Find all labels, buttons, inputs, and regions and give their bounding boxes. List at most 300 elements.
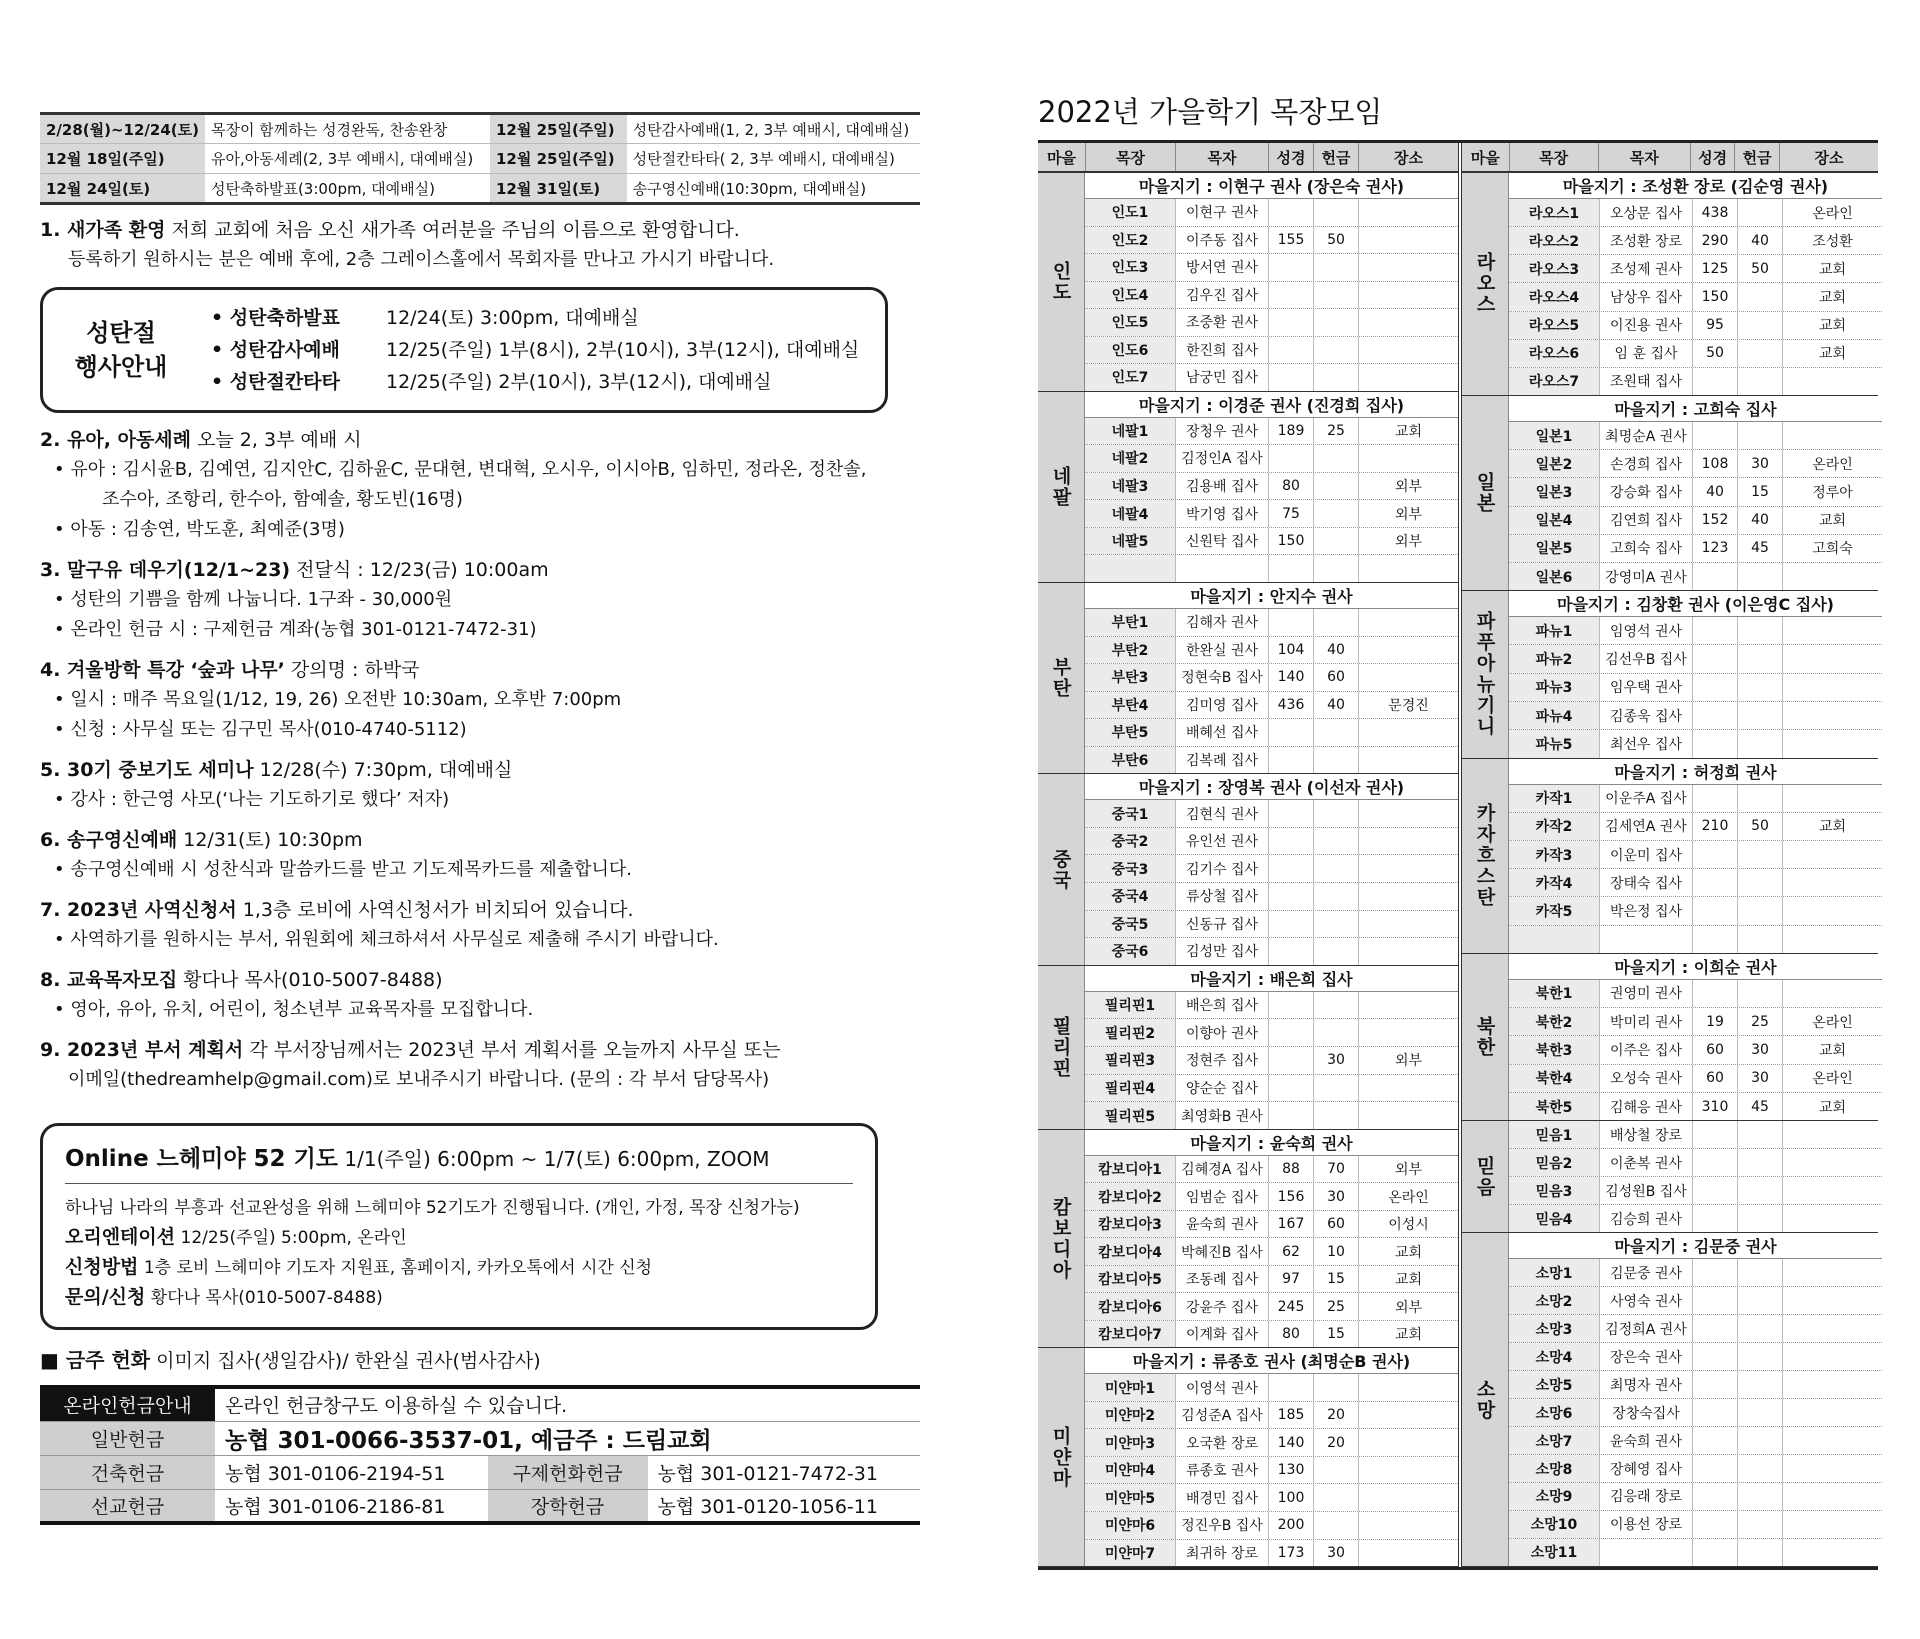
meeting-place: 온라인	[1782, 450, 1882, 477]
bible-count	[1268, 1075, 1313, 1102]
group-name: 일본3	[1509, 478, 1599, 505]
group-name: 북한5	[1509, 1093, 1599, 1120]
offering-count	[1737, 563, 1782, 590]
group-leader: 김응래 장로	[1599, 1483, 1692, 1510]
group-name: 카작2	[1509, 813, 1599, 840]
group-leader: 김해응 권사	[1599, 1093, 1692, 1120]
group-name: 인도6	[1085, 337, 1175, 364]
group-name: 라오스1	[1509, 199, 1599, 226]
group-leader: 임 훈 집사	[1599, 340, 1692, 367]
event-name: • 성탄감사예배	[211, 339, 340, 361]
offering-count	[1313, 992, 1358, 1019]
announcement-title: 2. 유아, 아동세례	[40, 429, 192, 451]
bible-count	[1692, 1483, 1737, 1510]
group-leader: 양순순 집사	[1175, 1075, 1268, 1102]
meeting-place	[1358, 227, 1458, 254]
village-leader: 마을지기 : 이현구 권사 (장은숙 권사)	[1085, 173, 1458, 199]
village-name: 카자흐스탄	[1462, 759, 1509, 953]
announcement-1	[40, 215, 920, 275]
village-name: 일본	[1462, 396, 1509, 590]
meeting-place: 교회	[1782, 312, 1882, 339]
bible-count: 152	[1692, 507, 1737, 534]
bible-count	[1268, 800, 1313, 827]
group-row	[1085, 1238, 1458, 1266]
offering-count: 15	[1737, 478, 1782, 505]
announcement-bullet: • 송구영신예배 시 성찬식과 말씀카드를 받고 기도제목카드를 제출합니다.	[54, 859, 633, 880]
meeting-place	[1782, 1511, 1882, 1538]
group-row	[1085, 637, 1458, 665]
group-name: 미얀마4	[1085, 1457, 1175, 1484]
group-leader: 최영화B 권사	[1175, 1102, 1268, 1129]
group-leader: 신동규 집사	[1175, 911, 1268, 938]
group-row	[1509, 1511, 1882, 1539]
offering-label: 선교헌금	[40, 1489, 215, 1523]
offering-count	[1313, 282, 1358, 309]
group-leader: 한완실 권사	[1175, 637, 1268, 664]
group-row	[1085, 992, 1458, 1020]
meeting-place	[1358, 664, 1458, 691]
bible-count	[1268, 719, 1313, 746]
offering-count	[1737, 1287, 1782, 1314]
offering-count	[1737, 869, 1782, 896]
group-row	[1509, 450, 1882, 478]
offering-count: 30	[1737, 1036, 1782, 1063]
bible-count: 155	[1268, 227, 1313, 254]
meeting-place	[1782, 1427, 1882, 1454]
table-header-cell: 목장	[1085, 143, 1175, 171]
offering-count: 30	[1737, 1065, 1782, 1092]
meeting-place	[1782, 1539, 1882, 1566]
announcement-subtext: 등록하기 원하시는 분은 예배 후에, 2층 그레이스홀에서 목회자를 만나고 가시기 바랍니다.	[68, 249, 775, 270]
group-name: 필리핀3	[1085, 1047, 1175, 1074]
group-row	[1085, 1293, 1458, 1321]
group-row	[1509, 1177, 1882, 1205]
meeting-place	[1782, 702, 1882, 729]
offering-count: 25	[1313, 1293, 1358, 1320]
offering-count: 40	[1313, 692, 1358, 719]
offering-count	[1737, 674, 1782, 701]
group-row	[1509, 674, 1882, 702]
bible-count: 173	[1268, 1540, 1313, 1567]
event-schedule-table	[40, 112, 920, 205]
bible-count	[1692, 1511, 1737, 1538]
bible-count	[1692, 1427, 1737, 1454]
flower-offering-title: ■ 금주 헌화	[40, 1348, 151, 1372]
row-value: 1층 로비 느헤미야 기도자 지원표, 홈페이지, 카카오톡에서 시간 신청	[143, 1258, 653, 1278]
village-body	[1509, 954, 1882, 1120]
offering-value: 농협 301-0121-7472-31	[648, 1455, 921, 1489]
meeting-place	[1358, 637, 1458, 664]
meeting-place	[1358, 282, 1458, 309]
group-name: 믿음3	[1509, 1177, 1599, 1204]
announcement-title: 4. 겨울방학 특강 ‘숲과 나무’	[40, 659, 285, 681]
meeting-place	[1782, 1483, 1882, 1510]
announcement-5	[40, 755, 920, 815]
group-leader: 김정희A 권사	[1599, 1315, 1692, 1342]
bible-count: 125	[1692, 255, 1737, 282]
bible-count	[1268, 1102, 1313, 1129]
offering-count	[1313, 747, 1358, 774]
meeting-place	[1782, 1455, 1882, 1482]
meeting-place: 정루아	[1782, 478, 1882, 505]
meeting-place	[1358, 1374, 1458, 1401]
group-leader: 고희숙 집사	[1599, 535, 1692, 562]
announcement-8	[40, 965, 920, 1025]
group-name: 중국2	[1085, 828, 1175, 855]
online-prayer-description: 하나님 나라의 부흥과 선교완성을 위해 느헤미야 52기도가 진행됩니다. (개인, 가정, 목장 신청가능)	[65, 1198, 800, 1218]
offering-label: 구제헌화헌금	[488, 1455, 648, 1489]
group-leader: 손경희 집사	[1599, 450, 1692, 477]
bible-count: 200	[1268, 1512, 1313, 1539]
group-name	[1509, 926, 1599, 953]
christmas-event	[211, 366, 859, 398]
group-name: 캄보디아2	[1085, 1183, 1175, 1210]
group-leader: 김혜경A 집사	[1175, 1156, 1268, 1183]
bible-count	[1268, 609, 1313, 636]
meeting-place: 온라인	[1358, 1183, 1458, 1210]
group-leader: 조성제 권사	[1599, 255, 1692, 282]
offering-label: 일반헌금	[40, 1421, 215, 1455]
announcement-text: 황다나 목사(010-5007-8488)	[183, 969, 443, 991]
village-body	[1509, 591, 1882, 757]
group-row	[1085, 418, 1458, 446]
offering-count	[1737, 841, 1782, 868]
table-header-row	[1038, 143, 1458, 173]
meeting-place: 외부	[1358, 473, 1458, 500]
group-leader: 권영미 권사	[1599, 980, 1692, 1007]
group-name: 미얀마7	[1085, 1540, 1175, 1567]
offering-count: 15	[1313, 1266, 1358, 1293]
offering-count	[1737, 1539, 1782, 1566]
bible-count: 50	[1692, 340, 1737, 367]
event-name: • 성탄축하발표	[211, 307, 340, 329]
bible-count	[1692, 869, 1737, 896]
group-leader: 이춘복 권사	[1599, 1149, 1692, 1176]
group-leader: 윤숙희 권사	[1599, 1427, 1692, 1454]
group-leader: 임영석 권사	[1599, 617, 1692, 644]
christmas-events-box	[40, 287, 888, 413]
group-row	[1085, 692, 1458, 720]
village-name: 미얀마	[1038, 1348, 1085, 1566]
meeting-place: 외부	[1358, 500, 1458, 527]
group-name: 카작3	[1509, 841, 1599, 868]
group-row	[1085, 855, 1458, 883]
table-header-cell: 성경	[1690, 143, 1735, 171]
offering-count	[1313, 528, 1358, 555]
group-name: 캄보디아6	[1085, 1293, 1175, 1320]
bible-count: 19	[1692, 1008, 1737, 1035]
announcement-4	[40, 655, 920, 745]
bible-count: 62	[1268, 1238, 1313, 1265]
group-leader: 임범순 집사	[1175, 1183, 1268, 1210]
meeting-place	[1782, 980, 1882, 1007]
group-leader: 신원탁 집사	[1175, 528, 1268, 555]
group-name: 캄보디아7	[1085, 1321, 1175, 1348]
meeting-place: 교회	[1358, 1321, 1458, 1348]
group-leader: 한진희 집사	[1175, 337, 1268, 364]
group-leader: 김문중 권사	[1599, 1259, 1692, 1286]
bible-count: 95	[1692, 312, 1737, 339]
group-leader: 오성숙 권사	[1599, 1065, 1692, 1092]
announcement-subtext: 이메일(thedreamhelp@gmail.com)로 보내주시기 바랍니다. (문의 : 각 부서 담당목사)	[68, 1069, 770, 1090]
offering-count: 40	[1313, 637, 1358, 664]
group-name: 인도5	[1085, 309, 1175, 336]
offering-count: 30	[1313, 1183, 1358, 1210]
announcement-text: 오늘 2, 3부 예배 시	[197, 429, 362, 451]
group-row	[1509, 1427, 1882, 1455]
schedule-date: 12월 24일(토)	[40, 174, 205, 204]
group-name: 라오스5	[1509, 312, 1599, 339]
meeting-place: 교회	[1358, 1266, 1458, 1293]
meeting-place	[1782, 1149, 1882, 1176]
bible-count: 156	[1268, 1183, 1313, 1210]
group-row	[1509, 645, 1882, 673]
meeting-place: 외부	[1358, 1293, 1458, 1320]
schedule-date: 12월 31일(토)	[490, 174, 627, 204]
bible-count: 150	[1268, 528, 1313, 555]
group-name: 카작5	[1509, 897, 1599, 924]
announcement-bullet: • 유아 : 김시윤B, 김예연, 김지안C, 김하윤C, 문대현, 변대혁, 오시우, 이시아B, 임하민, 정라온, 정찬솔,	[54, 459, 867, 480]
village-name: 중국	[1038, 774, 1085, 964]
announcement-text: 12/31(토) 10:30pm	[183, 829, 363, 851]
group-name: 소망4	[1509, 1343, 1599, 1370]
group-name: 카작4	[1509, 869, 1599, 896]
offering-count	[1313, 1512, 1358, 1539]
group-row	[1509, 1121, 1882, 1149]
village-name: 소망	[1462, 1233, 1509, 1566]
group-row	[1509, 1343, 1882, 1371]
meeting-place	[1782, 897, 1882, 924]
event-detail: 12/25(주일) 1부(8시), 2부(10시), 3부(12시), 대예배실	[386, 339, 860, 361]
announcement-2	[40, 425, 920, 545]
village-name: 북한	[1462, 954, 1509, 1120]
offering-count	[1737, 283, 1782, 310]
bible-count: 189	[1268, 418, 1313, 445]
online-prayer-box	[40, 1123, 878, 1330]
bible-count	[1268, 282, 1313, 309]
meeting-place: 외부	[1358, 1047, 1458, 1074]
bible-count: 130	[1268, 1457, 1313, 1484]
meeting-place	[1782, 1177, 1882, 1204]
table-header-cell: 목장	[1509, 143, 1598, 171]
village-body	[1085, 1348, 1458, 1566]
group-leader: 조성환 장로	[1599, 227, 1692, 254]
meeting-place	[1358, 938, 1458, 965]
group-name: 북한4	[1509, 1065, 1599, 1092]
offering-value: 농협 301-0106-2194-51	[215, 1455, 488, 1489]
meeting-place: 이성시	[1358, 1211, 1458, 1238]
group-row	[1509, 1287, 1882, 1315]
bible-count: 100	[1268, 1484, 1313, 1511]
bible-count: 140	[1268, 1429, 1313, 1456]
offering-count	[1737, 1205, 1782, 1232]
group-row	[1085, 1211, 1458, 1239]
bible-count	[1268, 855, 1313, 882]
bible-count	[1692, 980, 1737, 1007]
offering-count: 25	[1737, 1008, 1782, 1035]
group-row	[1085, 1156, 1458, 1184]
table-header-cell: 장소	[1779, 143, 1878, 171]
group-row	[1509, 1065, 1882, 1093]
village-block	[1462, 1233, 1878, 1567]
meeting-place	[1782, 563, 1882, 590]
bible-count	[1268, 555, 1313, 582]
event-name: • 성탄절칸타타	[211, 371, 340, 393]
group-row	[1509, 340, 1882, 368]
group-row	[1509, 368, 1882, 395]
meeting-place: 온라인	[1782, 199, 1882, 226]
offering-row	[40, 1489, 920, 1523]
meeting-place: 교회	[1782, 283, 1882, 310]
schedule-row	[40, 144, 920, 174]
group-name: 네팔4	[1085, 500, 1175, 527]
table-header-cell: 마을	[1470, 148, 1500, 167]
offering-count: 10	[1313, 1238, 1358, 1265]
christmas-event	[211, 334, 859, 366]
offering-count	[1737, 340, 1782, 367]
offering-count	[1313, 1019, 1358, 1046]
table-header-cell: 장소	[1358, 143, 1458, 171]
group-leader	[1175, 555, 1268, 582]
group-table-right-column	[1458, 143, 1878, 1567]
group-row	[1509, 841, 1882, 869]
group-leader: 김종욱 집사	[1599, 702, 1692, 729]
group-name: 소망5	[1509, 1371, 1599, 1398]
meeting-place: 교회	[1358, 1238, 1458, 1265]
group-table-left-column	[1038, 143, 1458, 1567]
group-leader: 김성만 집사	[1175, 938, 1268, 965]
table-header-cell: 목자	[1598, 143, 1690, 171]
group-row	[1085, 1374, 1458, 1402]
group-leader: 장창숙집사	[1599, 1399, 1692, 1426]
announcement-text: 저희 교회에 처음 오신 새가족 여러분을 주님의 이름으로 환영합니다.	[171, 219, 740, 241]
village-body	[1509, 759, 1882, 953]
offering-label: 건축헌금	[40, 1455, 215, 1489]
group-row	[1085, 609, 1458, 637]
offering-row	[40, 1421, 920, 1455]
group-row	[1509, 1008, 1882, 1036]
group-leader: 박혜진B 집사	[1175, 1238, 1268, 1265]
group-row	[1085, 747, 1458, 774]
announcement-text: 각 부서장님께서는 2023년 부서 계획서를 오늘까지 사무실 또는	[249, 1039, 781, 1061]
group-name: 믿음4	[1509, 1205, 1599, 1232]
group-leader: 김성원B 집사	[1599, 1177, 1692, 1204]
group-name: 소망8	[1509, 1455, 1599, 1482]
offering-count	[1313, 609, 1358, 636]
village-name: 인도	[1038, 173, 1085, 391]
group-name: 중국5	[1085, 911, 1175, 938]
meeting-place	[1358, 609, 1458, 636]
bible-count	[1692, 1399, 1737, 1426]
offering-count	[1313, 473, 1358, 500]
group-leader: 정진우B 집사	[1175, 1512, 1268, 1539]
meeting-place	[1358, 1540, 1458, 1567]
meeting-place	[1358, 747, 1458, 774]
meeting-place	[1358, 337, 1458, 364]
meeting-place: 외부	[1358, 528, 1458, 555]
offering-count	[1737, 1121, 1782, 1148]
announcement-bullet: • 일시 : 매주 목요일(1/12, 19, 26) 오전반 10:30am, 오후반 7:00pm	[54, 689, 622, 710]
meeting-place	[1782, 1399, 1882, 1426]
group-name: 부탄4	[1085, 692, 1175, 719]
group-row	[1085, 1019, 1458, 1047]
group-row	[1509, 563, 1882, 590]
group-leader: 오상문 집사	[1599, 199, 1692, 226]
group-leader: 류상철 집사	[1175, 883, 1268, 910]
bible-count	[1268, 911, 1313, 938]
group-name: 인도4	[1085, 282, 1175, 309]
group-leader: 김미영 집사	[1175, 692, 1268, 719]
meeting-place	[1358, 1102, 1458, 1129]
offering-count	[1313, 1102, 1358, 1129]
announcement-title: 1. 새가족 환영	[40, 219, 166, 241]
group-row	[1085, 828, 1458, 856]
meeting-place: 교회	[1782, 1093, 1882, 1120]
group-name: 파뉴4	[1509, 702, 1599, 729]
village-block	[1038, 173, 1458, 392]
offering-count	[1313, 199, 1358, 226]
meeting-place	[1782, 645, 1882, 672]
group-leader: 최선우 집사	[1599, 730, 1692, 757]
group-name: 필리핀1	[1085, 992, 1175, 1019]
meeting-place: 교회	[1782, 340, 1882, 367]
group-leader: 장은숙 권사	[1599, 1343, 1692, 1370]
group-leader: 유인선 권사	[1175, 828, 1268, 855]
group-row	[1085, 1183, 1458, 1211]
bible-count: 80	[1268, 473, 1313, 500]
group-name: 중국4	[1085, 883, 1175, 910]
group-row	[1085, 555, 1458, 582]
bible-count	[1692, 563, 1737, 590]
meeting-place	[1782, 869, 1882, 896]
bible-count: 60	[1692, 1065, 1737, 1092]
bible-count: 123	[1692, 535, 1737, 562]
group-name: 필리핀4	[1085, 1075, 1175, 1102]
schedule-event: 송구영신예배(10:30pm, 대예배실)	[632, 179, 867, 198]
meeting-place: 교회	[1782, 255, 1882, 282]
meeting-place: 교회	[1358, 418, 1458, 445]
offering-count	[1737, 1455, 1782, 1482]
meeting-place: 교회	[1782, 1036, 1882, 1063]
bible-count	[1268, 883, 1313, 910]
group-row	[1509, 730, 1882, 757]
announcement-bullet: • 온라인 헌금 시 : 구제헌금 계좌(농협 301-0121-7472-31)	[54, 619, 537, 640]
offering-count	[1737, 897, 1782, 924]
bible-count	[1268, 309, 1313, 336]
group-leader: 이계화 집사	[1175, 1321, 1268, 1348]
group-leader: 강영미A 권사	[1599, 563, 1692, 590]
christmas-events-list	[211, 302, 859, 398]
table-header-row	[1462, 143, 1878, 173]
group-row	[1085, 1266, 1458, 1294]
village-block	[1462, 1121, 1878, 1233]
bible-count	[1692, 1205, 1737, 1232]
group-name: 부탄3	[1085, 664, 1175, 691]
flower-offering	[40, 1344, 920, 1373]
group-name: 일본5	[1509, 535, 1599, 562]
group-leader: 김복례 집사	[1175, 747, 1268, 774]
bible-count	[1692, 897, 1737, 924]
group-leader: 이주동 집사	[1175, 227, 1268, 254]
group-name: 일본1	[1509, 422, 1599, 449]
bible-count	[1268, 199, 1313, 226]
offering-count	[1737, 1177, 1782, 1204]
bible-count	[1692, 422, 1737, 449]
group-row	[1509, 1205, 1882, 1232]
group-leader: 이운미 집사	[1599, 841, 1692, 868]
offering-count	[1313, 337, 1358, 364]
bible-count	[1692, 841, 1737, 868]
